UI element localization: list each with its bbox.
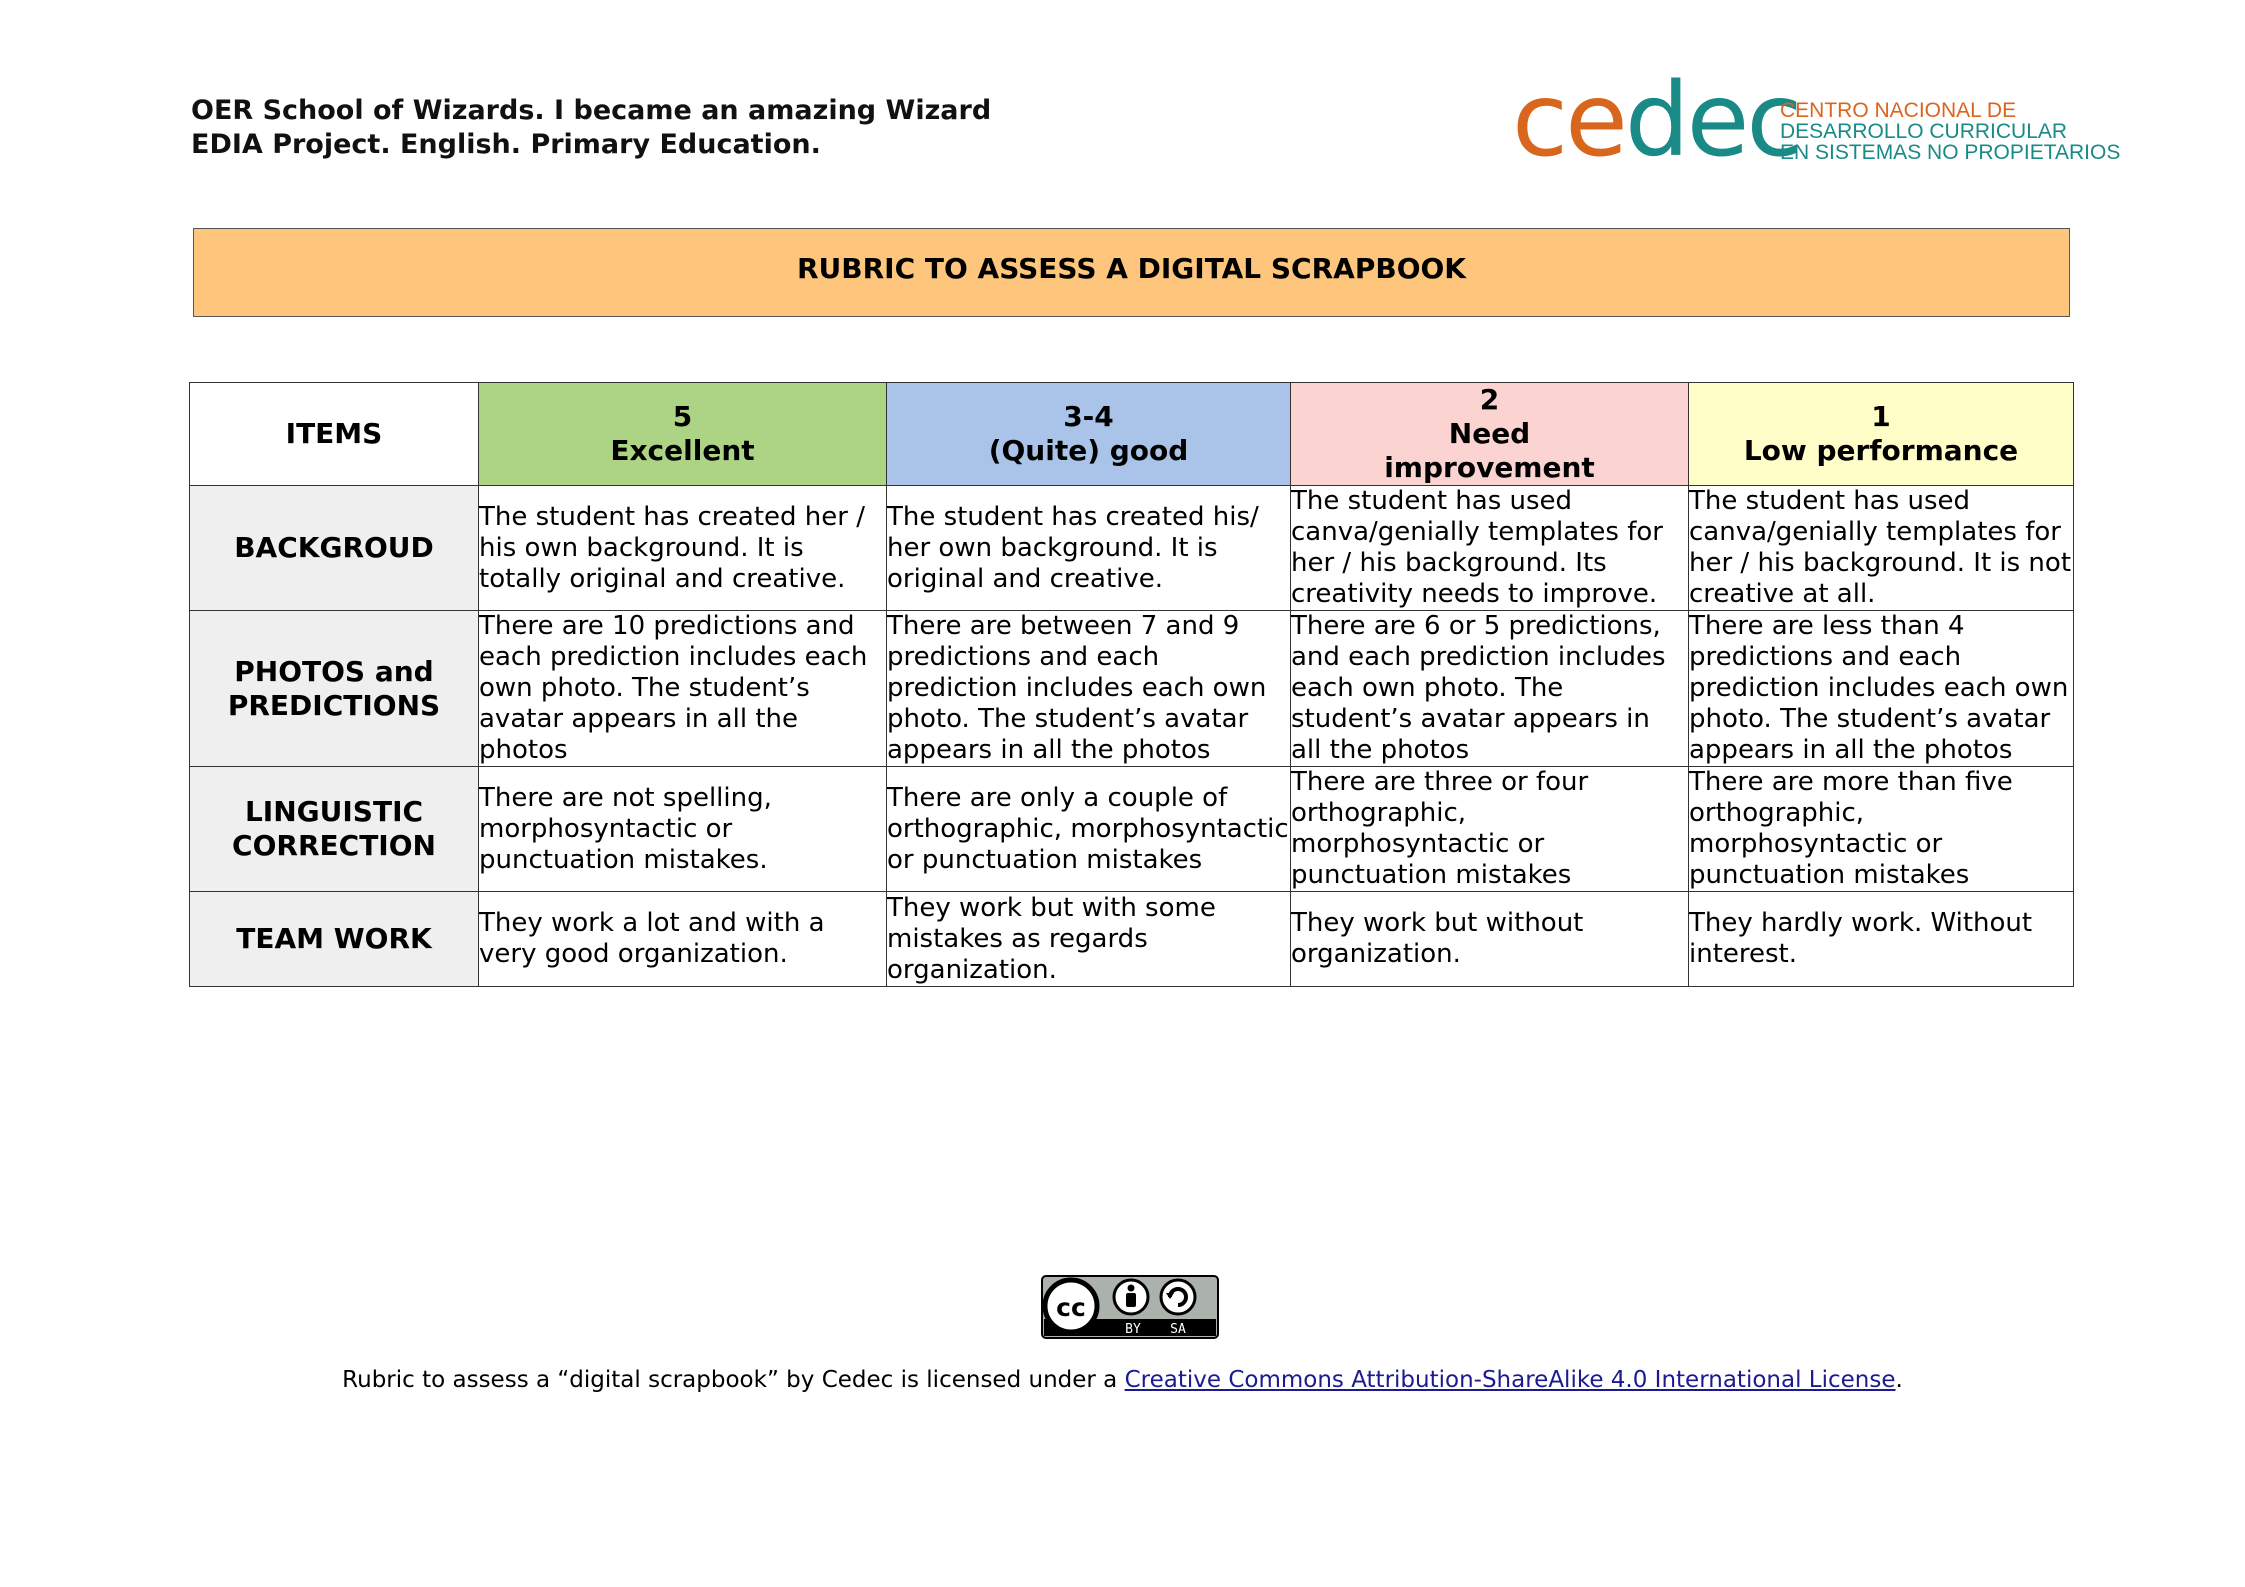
- table-row-photos-predictions: [190, 611, 2074, 767]
- header-line-1: OER School of Wizards. I became an amazing Wizard: [191, 95, 992, 126]
- cedec-logo-subtitle: [1780, 100, 2120, 163]
- document-header: [191, 94, 991, 162]
- row-label-background: [190, 486, 479, 611]
- row-label-text: LINGUISTIC: [244, 795, 424, 828]
- logo-sub-line-2: DESARROLLO CURRICULAR: [1780, 120, 2068, 143]
- table-cell: There are between 7 and 9 predictions and each prediction includes each own photo. The student’s avatar appears in all the photos: [887, 611, 1291, 767]
- cc-badge-sa: SA: [1170, 1322, 1186, 1337]
- table-cell: They work but with some mistakes as regards organization.: [887, 892, 1291, 987]
- header-level-1-label: Low performance: [1743, 434, 2019, 467]
- table-cell: The student has used canva/genially templates for her / his background. Its creativity needs to improve.: [1291, 486, 1689, 611]
- row-label-text: TEAM WORK: [236, 922, 432, 955]
- row-label-linguistic-correction: [190, 767, 479, 892]
- header-level-2-label-line-2: improvement: [1384, 451, 1595, 484]
- logo-word-part-1: ce: [1512, 61, 1625, 180]
- header-level-3-4-label: (Quite) good: [988, 434, 1189, 467]
- table-cell: The student has used canva/genially templates for her / his background. It is not creative at all.: [1689, 486, 2074, 611]
- table-cell: They work but without organization.: [1291, 892, 1689, 987]
- header-level-2-label-line-1: Need: [1448, 417, 1531, 450]
- rubric-table: [189, 382, 2074, 987]
- table-cell: The student has created her / his own background. It is totally original and creative.: [479, 486, 887, 611]
- table-cell: There are more than five orthographic, morphosyntactic or punctuation mistakes: [1689, 767, 2074, 892]
- header-level-2-score: 2: [1479, 383, 1500, 416]
- table-cell: There are three or four orthographic, morphosyntactic or punctuation mistakes: [1291, 767, 1689, 892]
- table-cell: They work a lot and with a very good organization.: [479, 892, 887, 987]
- logo-sub-line-3: EN SISTEMAS NO PROPIETARIOS: [1780, 141, 2121, 164]
- table-cell: There are less than 4 predictions and each prediction includes each own photo. The student’s avatar appears in all the photos: [1689, 611, 2074, 767]
- table-row-linguistic-correction: [190, 767, 2074, 892]
- logo-sub-line-1: CENTRO NACIONAL DE: [1780, 99, 2017, 122]
- header-level-5-label: Excellent: [610, 434, 755, 467]
- license-prefix: Rubric to assess a “digital scrapbook” by Cedec is licensed under a: [342, 1367, 1125, 1393]
- logo-word-part-2: dec: [1624, 61, 1800, 180]
- table-cell: There are 10 predictions and each prediction includes each own photo. The student’s avatar appears in all the photos: [479, 611, 887, 767]
- header-level-1-score: 1: [1871, 400, 1891, 433]
- table-cell: The student has created his/ her own background. It is original and creative.: [887, 486, 1291, 611]
- row-label-text: PREDICTIONS: [227, 688, 441, 722]
- table-header-row: [190, 383, 2074, 486]
- header-level-5-score: 5: [672, 400, 693, 433]
- cc-badge-by: BY: [1125, 1322, 1141, 1337]
- table-cell: There are not spelling, morphosyntactic or punctuation mistakes.: [479, 767, 887, 892]
- header-items: ITEMS: [190, 383, 479, 486]
- license-link[interactable]: Creative Commons Attribution-ShareAlike 4.0 International License: [1124, 1367, 1896, 1393]
- table-row-team-work: [190, 892, 2074, 987]
- cc-by-sa-icon[interactable]: [1041, 1275, 1219, 1339]
- header-level-3-4-score: 3-4: [1063, 400, 1114, 433]
- row-label-text: PHOTOS and: [234, 654, 434, 688]
- license-statement: [0, 1365, 2245, 1395]
- table-cell: They hardly work. Without interest.: [1689, 892, 2074, 987]
- table-cell: There are 6 or 5 predictions, and each prediction includes each own photo. The student’s avatar appears in all the photos: [1291, 611, 1689, 767]
- header-level-2: [1291, 383, 1689, 486]
- row-label-text: CORRECTION: [232, 829, 436, 862]
- header-level-1: [1689, 383, 2074, 486]
- row-label-team-work: [190, 892, 479, 987]
- cedec-logo-word: [1512, 61, 1800, 180]
- table-cell: There are only a couple of orthographic, morphosyntactic or punctuation mistakes: [887, 767, 1291, 892]
- rubric-title: RUBRIC TO ASSESS A DIGITAL SCRAPBOOK: [193, 228, 2070, 317]
- row-label-text: BACKGROUD: [234, 531, 434, 564]
- cedec-logo: [1512, 61, 2121, 180]
- row-label-photos-predictions: [190, 611, 479, 767]
- table-row-background: [190, 486, 2074, 611]
- header-level-5: [479, 383, 887, 486]
- header-line-2: EDIA Project. English. Primary Education.: [191, 129, 821, 160]
- header-level-3-4: [887, 383, 1291, 486]
- svg-text:cc: cc: [1056, 1293, 1086, 1322]
- license-suffix: .: [1895, 1367, 1903, 1393]
